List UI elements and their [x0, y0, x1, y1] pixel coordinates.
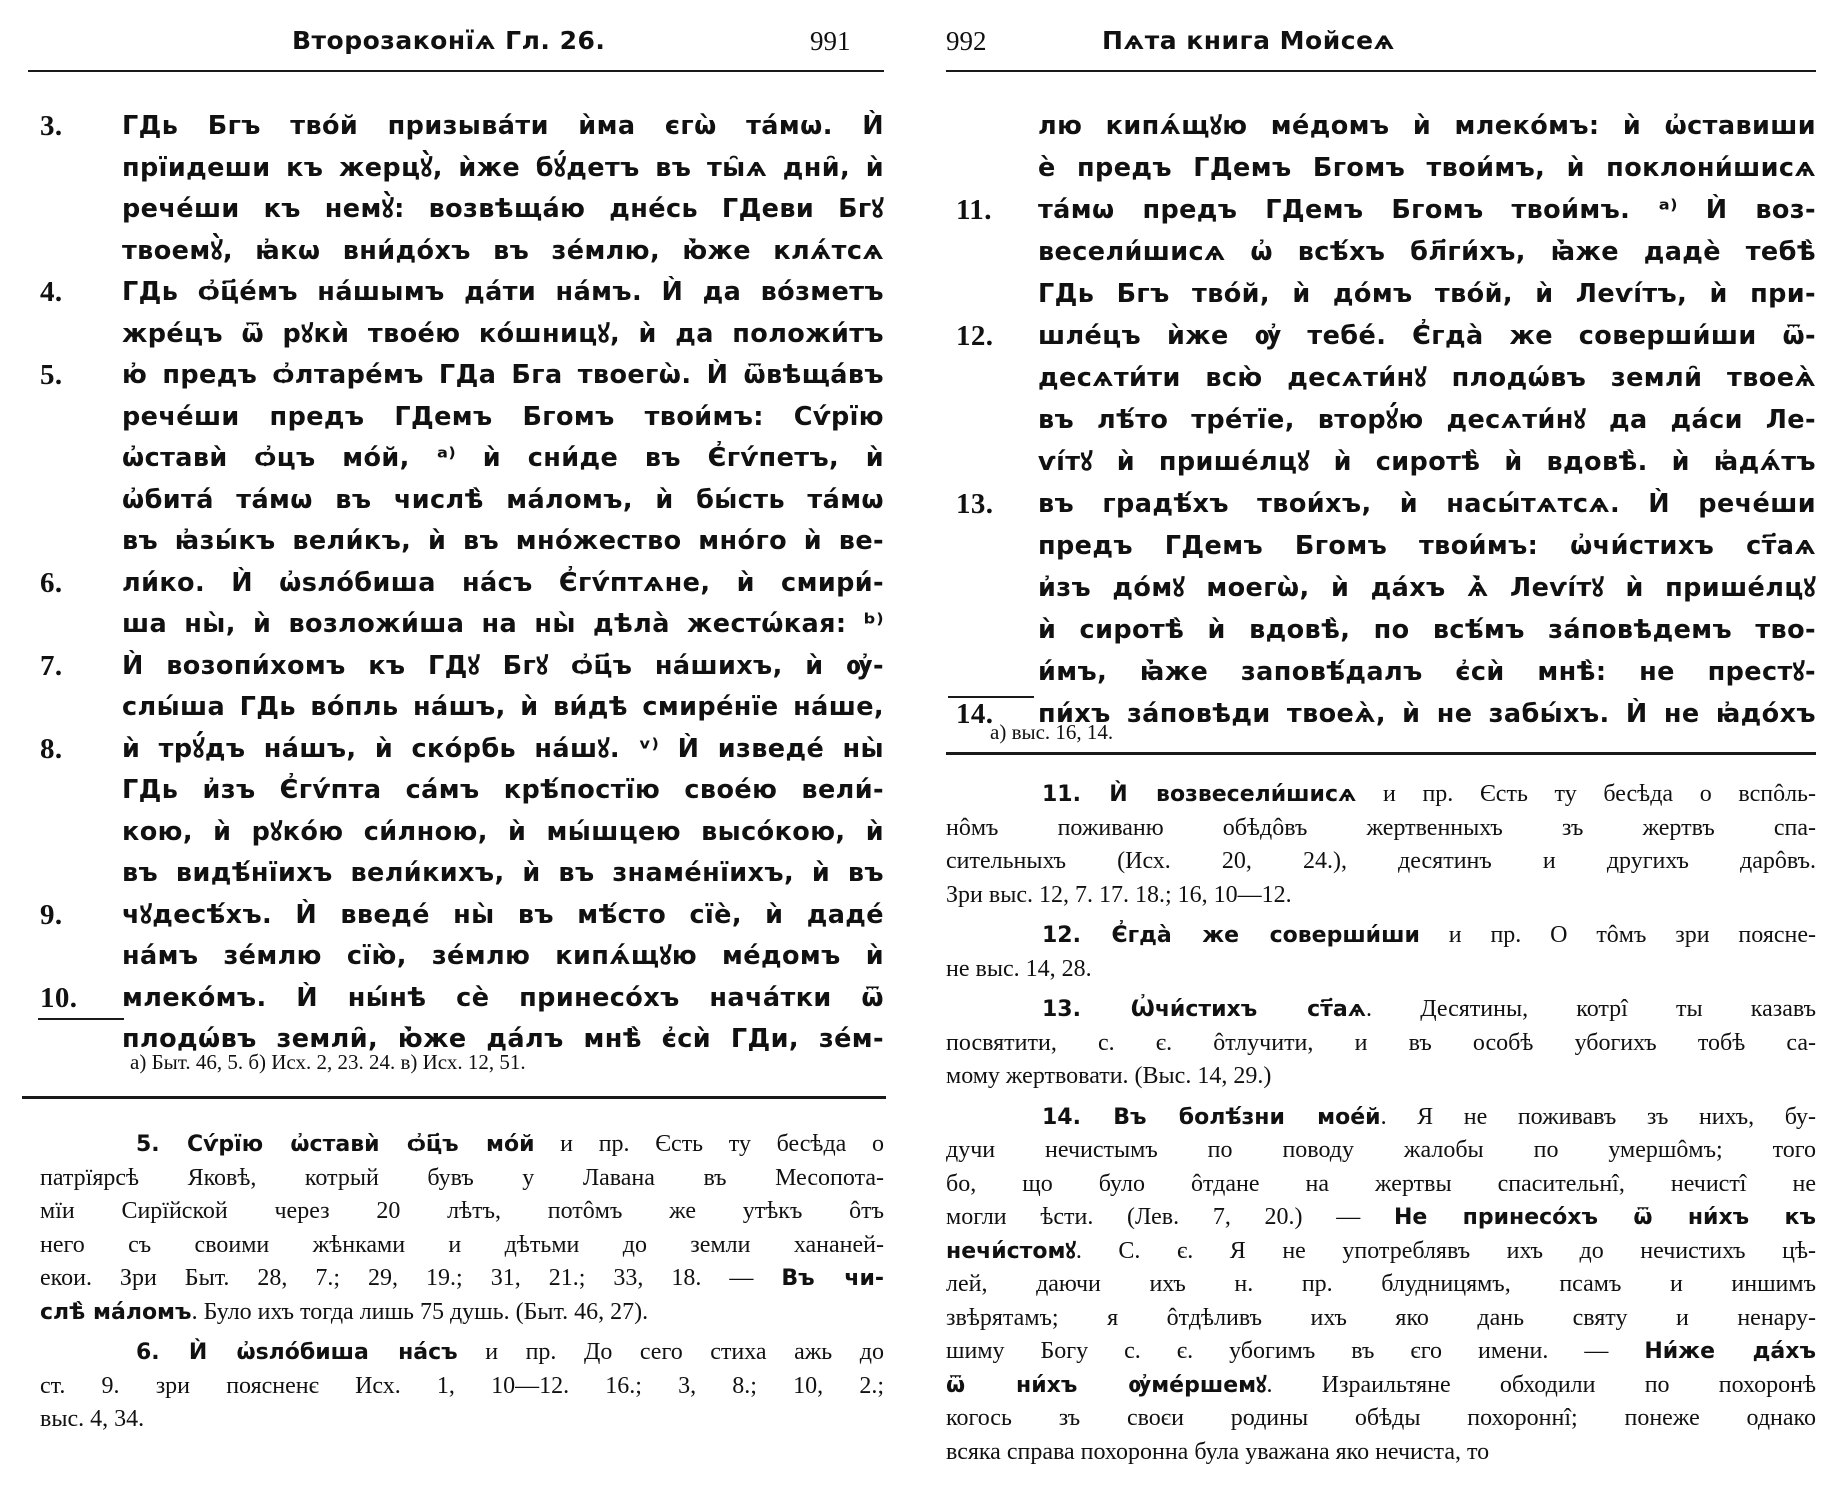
commentary-text: не выс. 14, 28.	[946, 955, 1092, 982]
commentary-text: и пр. О тôмъ зри поясне-	[1419, 922, 1817, 948]
verse-line-text: весели́шисѧ ѡ҆ всѣ́хъ бл҃ги́хъ, ꙗ҆̀же дадè тебѣ̀	[1038, 237, 1816, 267]
commentary-line	[136, 1128, 884, 1161]
commentary-text: лей, даючи ихъ н. пр. блудницямъ, псамъ и иншимъ	[946, 1271, 1816, 1297]
verse-line-text: слы́ша ГДь вóпль нáшъ, ѝ ви́дѣ смирéнїе нáше,	[122, 692, 884, 722]
verse-line-text: въ градѣ́хъ твои́хъ, ѝ насы́тѧтсѧ. Ѝ речéши	[1038, 489, 1816, 519]
verse-line	[916, 651, 1832, 693]
commentary-lemma: 11. Ѝ возвесели́шисѧ	[1042, 782, 1357, 807]
commentary-lemma: Въ чи-	[781, 1266, 884, 1291]
verse-line	[0, 686, 916, 728]
verse-line-text: ѡ҆ставѝ ѻ҆цъ мóй, ᵃ⁾ ѝ сни́де въ Є҆гѵ́петъ, ѝ	[122, 443, 884, 473]
commentary-rule	[22, 1096, 886, 1099]
commentary-text: . Було ихъ тогда лишь 75 душь. (Быт. 46, 27).	[191, 1298, 649, 1325]
verse-number: 3.	[40, 110, 63, 142]
commentary-text: дучи нечистымъ по поводу жалобы по умершôмъ; того	[946, 1137, 1816, 1163]
commentary-line	[946, 1436, 1816, 1469]
right-page	[916, 0, 1832, 1500]
commentary-text: патрїярсѣ Яковѣ, котрый бувъ у Лавана въ Месопота-	[40, 1164, 884, 1191]
commentary-line	[946, 1335, 1816, 1368]
verse-line	[916, 147, 1832, 189]
verse-line-text: въ лѣ́то трéтїе, вторꙋ́ю десѧти́нꙋ да дáси Ле-	[1038, 405, 1816, 435]
verse-number: 8.	[40, 732, 63, 765]
commentary-line	[946, 812, 1816, 845]
verse-line	[0, 894, 916, 936]
commentary-text: выс. 4, 34.	[40, 1406, 145, 1432]
verse-line	[916, 525, 1832, 567]
verse-number: 7.	[40, 649, 63, 682]
verse-line	[0, 188, 916, 230]
verse-line-text: ѝ сиротѣ̀ ѝ вдовѣ̀, по всѣ́мъ зáповѣдемъ тво-	[1038, 615, 1816, 645]
commentary-text: могли ѣсти. (Лев. 7, 20.) —	[946, 1204, 1394, 1230]
verse-line-text: ѵі́тꙋ ѝ пришéлцꙋ ѝ сиротѣ̀ ѝ вдовѣ̀. ѝ ꙗ҆дѧ́тъ	[1038, 447, 1816, 477]
verse-number: 11.	[956, 194, 992, 226]
commentary-text: . Я не поживавъ зъ нихъ, бу-	[1380, 1103, 1816, 1130]
commentary-line	[40, 1370, 884, 1403]
verse-line-text: пи́хъ зáповѣди твоеѧ̀, ѝ не забы́хъ. Ѝ не ꙗ҆дóхъ	[1038, 699, 1816, 729]
verse-line-text: десѧти́ти всю̀ десѧти́нꙋ плодѡ́въ земли̑ твоеѧ̀	[1038, 363, 1816, 393]
verse-line-text: тáмѡ предъ ГДемъ Бгомъ твои́мъ. ᵃ⁾ Ѝ воз-	[1038, 195, 1816, 225]
verse-line	[916, 399, 1832, 441]
verse-line-text: ю҆ предъ ѻ҆лтарéмъ ГДа Бга твоегѡ̀. Ѝ ѿвѣщáвъ	[122, 360, 884, 390]
commentary-text: екои. Зри Быт. 28, 7.; 29, 19.; 31, 21.; 33, 18. —	[40, 1265, 782, 1291]
commentary-text: него съ своими жѣнками и дѣтьми до земли хананей-	[40, 1231, 884, 1258]
commentary-text: Зри выс. 12, 7. 17. 18.; 16, 10—12.	[946, 881, 1292, 908]
commentary-line	[1042, 1101, 1816, 1134]
verse-line	[916, 315, 1832, 357]
verse-line	[916, 609, 1832, 651]
commentary-line	[40, 1162, 884, 1195]
verse-line-text: плодѡ́въ земли̑, ю҆̀же дáлъ мнѣ̀ є҆сѝ ГДи, зéм-	[122, 1024, 884, 1054]
commentary-line	[946, 1268, 1816, 1301]
commentary-line	[946, 879, 1816, 912]
verse-line	[0, 562, 916, 604]
verse-line-text: въ видѣ́нїихъ вели́кихъ, ѝ въ знамéнїихъ, ѝ въ	[122, 858, 884, 888]
verse-line	[0, 603, 916, 645]
commentary-text: мїи Сирїйской через 20 лѣтъ, потôмъ же утѣкъ ôтъ	[40, 1198, 884, 1224]
running-head	[0, 26, 916, 66]
commentary-text: . Десятины, котрî ты казавъ	[1366, 996, 1816, 1022]
running-head	[916, 26, 1832, 66]
commentary-line	[946, 953, 1816, 986]
verse-line-text: ГДь Бгъ твóй призывáти ѝма єгѡ̀ тáмѡ. Ѝ	[122, 111, 884, 141]
verse-line	[916, 357, 1832, 399]
commentary-text: бо, що було ôтдане на жертвы спасительнî, нечистî не	[946, 1170, 1816, 1197]
verse-line-text: ѐ предъ ГДемъ Бгомъ твои́мъ, ѝ поклони́шисѧ	[1038, 153, 1816, 183]
commentary-line	[946, 1060, 1816, 1093]
verse-line-text: ГДь Бгъ твóй, ѝ дóмъ твóй, ѝ Леѵі́тъ, ѝ при-	[1038, 279, 1816, 309]
verse-line	[916, 231, 1832, 273]
verse-number: 5.	[40, 359, 63, 391]
commentary-lemma: 12. Є҆гдà же соверши́ши	[1042, 923, 1420, 948]
verse-line	[916, 189, 1832, 231]
commentary-text: ст. 9. зри поясненє Исх. 1, 10—12. 16.; 3, 8.; 10, 2.;	[40, 1372, 884, 1399]
verse-line	[0, 271, 916, 313]
verse-line-text: ѝ трꙋ́дъ нáшъ, ѝ скóрбь нáшꙋ. ᵛ⁾ Ѝ изведé ны̀	[122, 733, 884, 764]
verse-line	[0, 769, 916, 811]
verse-line	[916, 441, 1832, 483]
verse-line	[916, 273, 1832, 315]
verse-line-text: Ѝ возопи́хомъ къ ГДꙋ Бгꙋ ѻ҆ц҃ъ нáшихъ, ѝ ѹ҆-	[122, 650, 884, 681]
verse-line-text: въ ꙗ҆зы́къ вели́къ, ѝ въ мнóжество мнóго ѝ ве-	[122, 526, 884, 556]
commentary-text: звѣрятамъ; я ôтдѣливъ ихъ яко дань святу и ненару-	[946, 1304, 1816, 1331]
verse-line-text: ГДь ѻ҆ц҃éмъ нáшымъ дáти нáмъ. Ѝ да вóзметъ	[122, 277, 884, 307]
header-rule	[28, 70, 884, 72]
verse-line	[0, 313, 916, 355]
verse-line-text: ГДь и҆зъ Є҆гѵ́пта сáмъ крѣ́постїю своéю вели́-	[122, 775, 884, 805]
commentary-text: . С. є. Я не употреблявъ ихъ до нечистихъ цѣ-	[1075, 1237, 1816, 1264]
commentary-line	[40, 1296, 884, 1329]
verse-line	[0, 105, 916, 147]
verse-line	[0, 728, 916, 770]
verse-line-text: ли́ко. Ѝ ѡ҆ѕлóбиша нáсъ Є҆гѵ́птѧне, ѝ смири́-	[122, 567, 884, 598]
footnote-rule	[948, 696, 1034, 698]
verse-number: 10.	[40, 981, 78, 1014]
commentary-text: всяка справа похоронна була уважана яко нечиста, то	[946, 1438, 1490, 1465]
verse-number: 4.	[40, 276, 63, 308]
commentary-line	[946, 1402, 1816, 1435]
commentary-text: когось зъ своєи родины обѣды похороннî; понеже однако	[946, 1405, 1816, 1431]
commentary-rule	[946, 752, 1816, 755]
running-title: Второзаконїѧ Гл. 26.	[292, 26, 606, 55]
verse-line-text: млекóмъ. Ѝ ны́нѣ сè принесóхъ начáтки ѿ	[122, 982, 884, 1013]
commentary-lemma: нечи́стомꙋ	[946, 1238, 1076, 1264]
verse-line	[0, 396, 916, 438]
page-number: 992	[946, 26, 987, 56]
verse-line	[916, 105, 1832, 147]
verse-line-text: жрéцъ ѿ рꙋкѝ твоéю кóшницꙋ, ѝ да положи́тъ	[122, 318, 884, 349]
commentary-lemma: 5. Сѵ́рїю ѡ҆ставѝ ѻ҆ц҃ъ мóй	[136, 1132, 535, 1157]
verse-line-text: ша ны̀, ѝ возложи́ша на ны̀ дѣлà жестѡ́кая: ᵇ⁾	[122, 609, 884, 639]
verse-number: 12.	[956, 320, 994, 352]
footnote: а) Быт. 46, 5. б) Исх. 2, 23. 24. в) Исх. 12, 51.	[130, 1050, 526, 1074]
verse-line	[0, 935, 916, 977]
commentary-line	[946, 845, 1816, 878]
commentary-line	[946, 1201, 1816, 1234]
commentary-text: сительныхъ (Исх. 20, 24.), десятинъ и другихъ дарôвъ.	[946, 848, 1816, 874]
verse-line-text: твоемꙋ̀, ꙗ҆кѡ вни́дóхъ въ зéмлю, ю҆̀же клѧ́тсѧ	[122, 235, 884, 266]
verse-line-text: речéши предъ ГДемъ Бгомъ твои́мъ: Сѵ́рїю	[122, 401, 884, 432]
verse-line	[0, 645, 916, 687]
commentary-text: и пр. До сего стиха ажь до	[457, 1339, 884, 1365]
commentary-line	[40, 1403, 884, 1436]
verse-line-text: и҆зъ дóмꙋ моегѡ̀, ѝ дáхъ ѧ҆̀ Леѵі́тꙋ ѝ пришéлцꙋ	[1038, 573, 1816, 603]
commentary-lemma: Не принесóхъ ѿ ни́хъ къ	[1393, 1205, 1816, 1230]
commentary-line	[946, 1235, 1816, 1268]
verse-line	[0, 230, 916, 272]
commentary-line	[946, 1369, 1816, 1402]
page-number: 991	[810, 26, 851, 56]
commentary-text: нôмъ поживаню обѣдôвъ жертвенныхъ зъ жертвъ спа-	[946, 814, 1816, 841]
verse-line-text: предъ ГДемъ Бгомъ твои́мъ: ѡ҆чи́стихъ ст҃аѧ	[1038, 531, 1816, 561]
verse-line-text: лю кипѧ́щꙋю мéдомъ ѝ млекóмъ: ѝ ѡ҆ставиши	[1038, 111, 1816, 141]
verse-line-text: ѡ҆битá тáмѡ въ числѣ̀ мáломъ, ѝ бы́сть тáмѡ	[122, 484, 884, 515]
verse-number: 9.	[40, 898, 63, 931]
verse-line	[0, 479, 916, 521]
verse-line	[916, 567, 1832, 609]
commentary-line	[40, 1229, 884, 1262]
verse-line-text: нáмъ зéмлю сїю̀, зéмлю кипѧ́щꙋю мéдомъ ѝ	[122, 941, 884, 971]
commentary-line	[40, 1262, 884, 1295]
commentary-lemma: 13. Ѡ҆чи́стихъ ст҃аѧ	[1042, 997, 1367, 1022]
commentary-line	[1042, 993, 1816, 1026]
verse-line	[0, 852, 916, 894]
verse-line	[0, 811, 916, 853]
commentary-line	[40, 1195, 884, 1228]
commentary-text: и пр. Єсть ту бесѣда о вспôль-	[1356, 781, 1816, 807]
running-title: Пѧта книга Мойсеѧ	[1102, 26, 1395, 55]
verse-line-text: шлéцъ ѝже ѹ҆ тебé. Є҆гдà же соверши́ши ѿ-	[1038, 321, 1816, 351]
verse-number: 13.	[956, 488, 994, 520]
verse-line	[0, 520, 916, 562]
verse-line-text: чꙋдесѣ́хъ. Ѝ введé ны̀ въ мѣ́сто сїè, ѝ дадé	[122, 899, 884, 930]
commentary-text: . Израильтяне обходили по похоронѣ	[1266, 1371, 1816, 1398]
commentary-line	[946, 1168, 1816, 1201]
verse-line	[0, 977, 916, 1019]
verse-line-text: речéши къ немꙋ̀: возвѣщáю днéсь ГДеви Бгꙋ	[122, 194, 884, 224]
verse-line-text: кою, ѝ рꙋкóю си́лною, ѝ мы́шцею высóкою, ѝ	[122, 816, 884, 847]
footnote: а) выс. 16, 14.	[990, 720, 1114, 744]
commentary-lemma: ѿ ни́хъ ѹ҆мéршемꙋ	[946, 1372, 1267, 1398]
commentary-line	[136, 1336, 884, 1369]
header-rule	[946, 70, 1816, 72]
verse-number: 14.	[956, 698, 994, 730]
verse-line	[0, 354, 916, 396]
verse-line	[0, 147, 916, 189]
footnote-rule	[38, 1018, 124, 1020]
commentary-lemma: 14. Въ болѣ́зни моéй	[1042, 1104, 1381, 1130]
commentary-text: и пр. Єсть ту бесѣда о	[534, 1131, 884, 1157]
commentary-text: шиму Богу с. є. убогимъ въ єго имени. —	[946, 1338, 1645, 1364]
verse-line	[0, 437, 916, 479]
commentary-text: посвятити, с. є. ôтлучити, и въ особѣ убогихъ тобѣ са-	[946, 1029, 1816, 1056]
commentary-line	[1042, 919, 1816, 952]
verse-line-text: прїидеши къ жерцꙋ̀, ѝже бꙋ́детъ въ ты̑ѧ дни̑, ѝ	[122, 152, 884, 183]
verse-line	[916, 483, 1832, 525]
commentary-line	[946, 1027, 1816, 1060]
commentary-lemma: 6. Ѝ ѡ҆ѕлóбиша нáсъ	[136, 1340, 458, 1365]
commentary-line	[946, 1302, 1816, 1335]
verse-number: 6.	[40, 566, 63, 599]
commentary-text: мому жертвовати. (Выс. 14, 29.)	[946, 1063, 1272, 1089]
verse-line-text: и́мъ, ꙗ҆̀же заповѣ́далъ є҆сѝ мнѣ̀: не престꙋ-	[1038, 657, 1816, 687]
commentary-lemma: Ни́же дáхъ	[1644, 1339, 1816, 1364]
commentary-line	[946, 1134, 1816, 1167]
commentary-line	[1042, 778, 1816, 811]
commentary-lemma: слѣ̀ мáломъ	[40, 1299, 192, 1325]
